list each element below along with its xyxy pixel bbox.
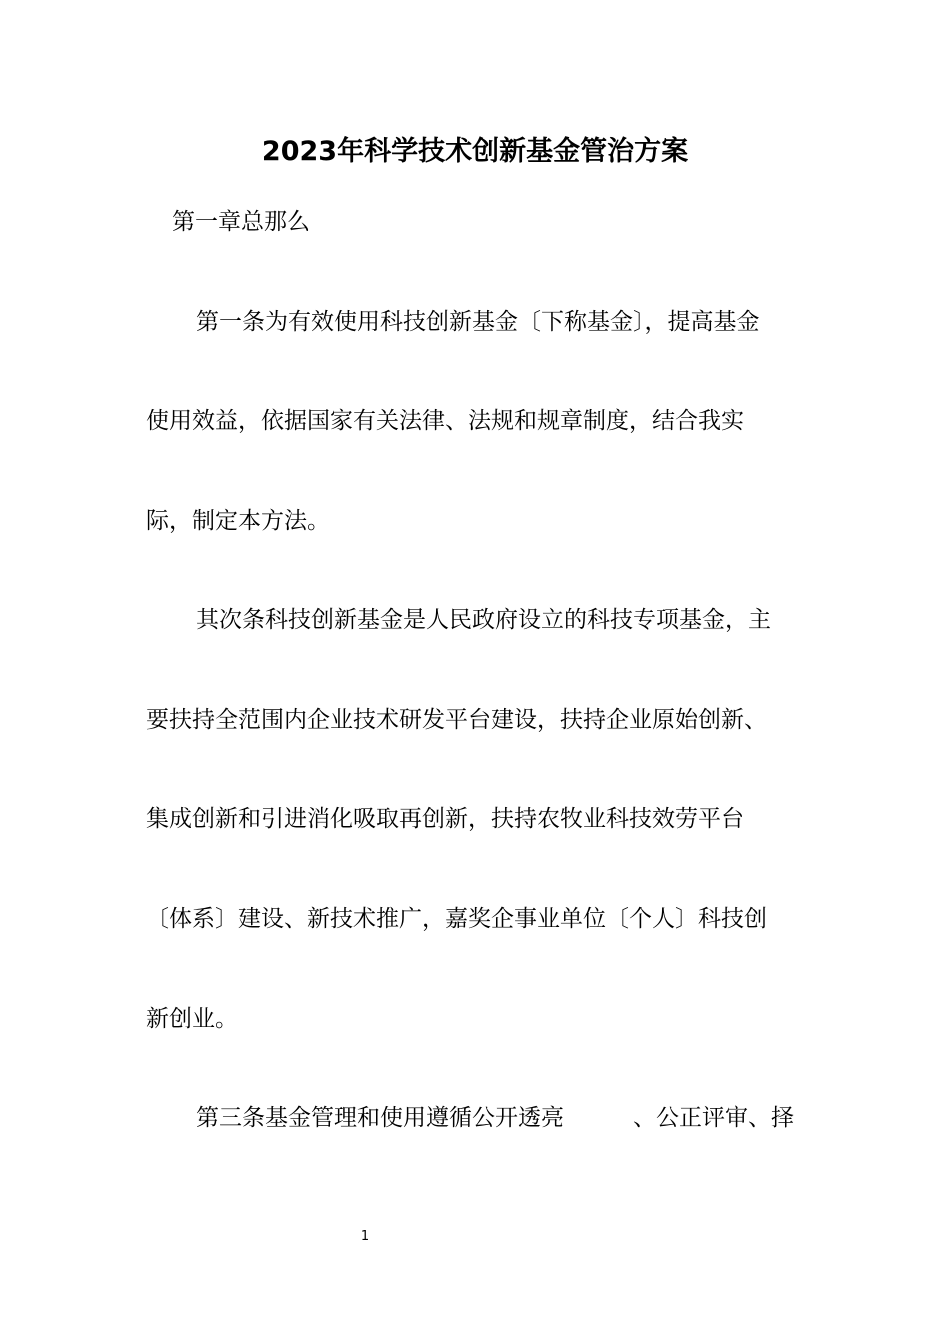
- paragraph-line: 〔体系〕建设、新技术推广，嘉奖企事业单位〔个人〕科技创: [146, 906, 767, 932]
- paragraph-line: 第一条为有效使用科技创新基金〔下称基金〕，提高基金: [196, 309, 760, 335]
- chapter-heading: 第一章总那么: [172, 209, 310, 235]
- paragraph-line: 集成创新和引进消化吸取再创新，扶持农牧业科技效劳平台: [146, 806, 744, 832]
- paragraph-line: 其次条科技创新基金是人民政府设立的科技专项基金，主: [196, 607, 771, 633]
- paragraph-line: 要扶持全范围内企业技术研发平台建设，扶持企业原始创新、: [146, 707, 767, 733]
- paragraph-line: 使用效益，依据国家有关法律、法规和规章制度，结合我实: [146, 408, 744, 434]
- document-title: 2023年科学技术创新基金管治方案: [261, 136, 689, 167]
- paragraph-line: 第三条基金管理和使用遵循公开透亮 、公正评审、择: [196, 1105, 794, 1131]
- page-number: 1: [360, 1229, 370, 1244]
- paragraph-line: 际，制定本方法。: [146, 508, 330, 534]
- paragraph-line: 新创业。: [146, 1006, 238, 1032]
